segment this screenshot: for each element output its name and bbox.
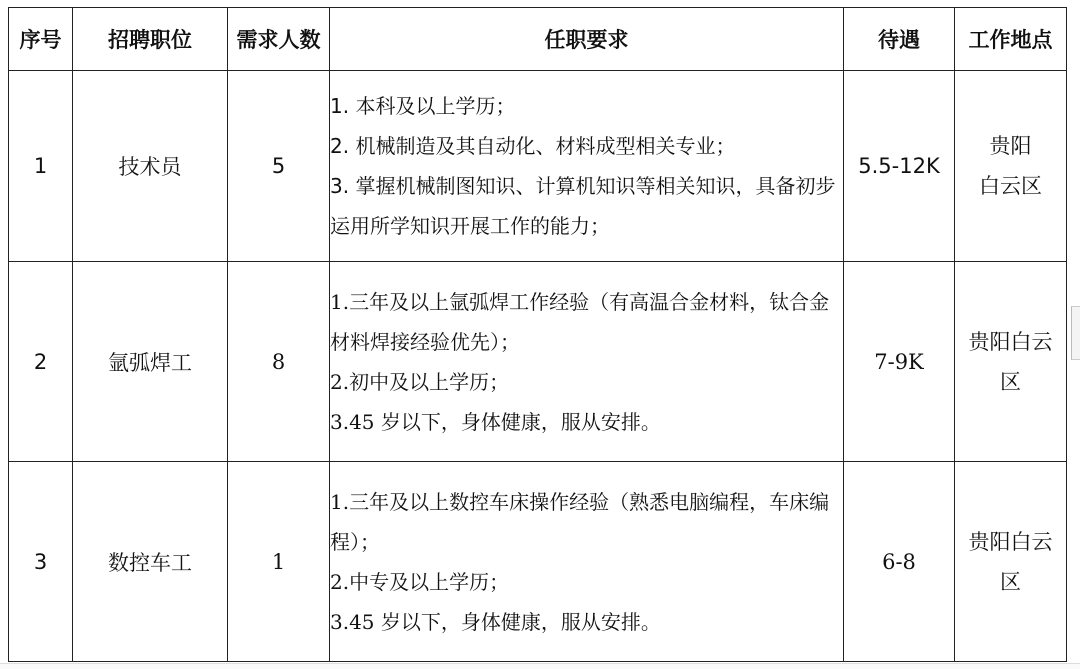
side-scroll-handle[interactable] xyxy=(1071,306,1080,360)
header-index: 序号 xyxy=(9,8,73,71)
row-position: 技术员 xyxy=(73,71,228,262)
location-line: 白云区 xyxy=(979,174,1042,198)
location-line: 贵阳白云 xyxy=(968,329,1053,354)
requirement-line: 1.三年及以上数控车床操作经验（熟悉电脑编程，车床编程）； xyxy=(330,489,830,554)
header-requirements: 任职要求 xyxy=(330,8,844,71)
requirement-line: 3. 掌握机械制图知识、计算机知识等相关知识，具备初步运用所学知识开展工作的能力； xyxy=(330,174,836,238)
requirement-line: 3.45 岁以下，身体健康，服从安排。 xyxy=(330,409,661,434)
header-count: 需求人数 xyxy=(228,8,330,71)
requirement-line: 2.初中及以上学历； xyxy=(330,369,510,394)
row-index: 2 xyxy=(9,262,73,462)
location-line: 区 xyxy=(1000,569,1021,594)
row-position: 数控车工 xyxy=(73,462,228,662)
header-row xyxy=(9,8,1067,71)
header-position: 招聘职位 xyxy=(73,8,228,71)
row-location xyxy=(955,462,1067,662)
row-position: 氩弧焊工 xyxy=(73,262,228,462)
row-index: 1 xyxy=(9,71,73,262)
location-line: 区 xyxy=(1000,369,1021,394)
row-requirements xyxy=(330,262,844,462)
bottom-edge xyxy=(0,663,1080,669)
row-location xyxy=(955,262,1067,462)
row-count: 1 xyxy=(228,462,330,662)
row-salary: 5.5-12K xyxy=(844,71,955,262)
row-salary: 7-9K xyxy=(844,262,955,462)
location-line: 贵阳白云 xyxy=(968,529,1053,554)
row-count: 5 xyxy=(228,71,330,262)
row-requirements xyxy=(330,462,844,662)
table-row xyxy=(9,462,1067,662)
requirement-line: 2. 机械制造及其自动化、材料成型相关专业； xyxy=(330,134,736,158)
row-salary: 6-8 xyxy=(844,462,955,662)
recruitment-table xyxy=(8,7,1067,662)
row-requirements xyxy=(330,71,844,262)
requirement-line: 2.中专及以上学历； xyxy=(330,569,510,594)
row-count: 8 xyxy=(228,262,330,462)
location-line: 贵阳 xyxy=(989,134,1032,158)
requirement-line: 3.45 岁以下，身体健康，服从安排。 xyxy=(330,609,661,634)
header-location: 工作地点 xyxy=(955,8,1067,71)
table-row xyxy=(9,262,1067,462)
requirement-line: 1.三年及以上氩弧焊工作经验（有高温合金材料，钛合金材料焊接经验优先）； xyxy=(330,289,830,354)
requirement-line: 1. 本科及以上学历； xyxy=(330,94,516,118)
row-location xyxy=(955,71,1067,262)
table-row xyxy=(9,71,1067,262)
header-salary: 待遇 xyxy=(844,8,955,71)
row-index: 3 xyxy=(9,462,73,662)
